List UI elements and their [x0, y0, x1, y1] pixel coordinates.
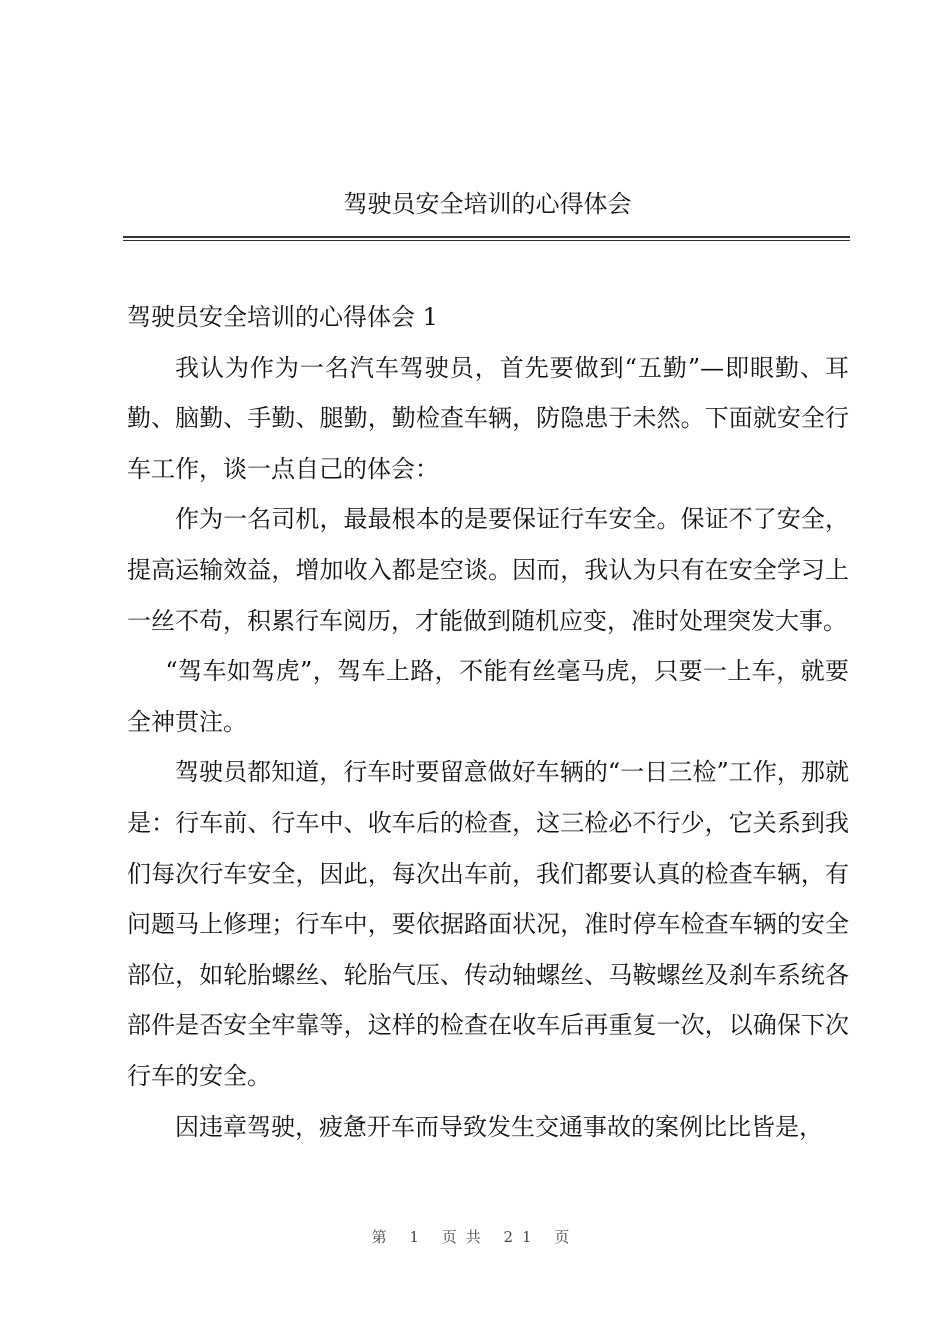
section-heading: 驾驶员安全培训的心得体会 1	[127, 303, 438, 331]
paragraph-4: 驾驶员都知道，行车时要留意做好车辆的“一日三检”工作，那就是：行车前、行车中、收车后的检查，这三检必不行少，它关系到我们每次行车安全，因此，每次出车前，我们都要认真的检查车辆，有问题马上修理；行车中，要依据路面状况，准时停车检查车辆的安全部位，如轮胎螺丝、轮胎气压、传动轴螺丝、马鞍螺丝及刹车系统各部件是否安全牢靠等，这样的检查在收车后再重复一次，以确保下次行车的安全。	[127, 758, 849, 1090]
paragraph-1: 我认为作为一名汽车驾驶员，首先要做到“五勤”—即眼勤、耳勤、脑勤、手勤、腿勤，勤检查车辆，防隐患于未然。下面就安全行车工作，谈一点自己的体会：	[127, 353, 849, 483]
paragraph-2: 作为一名司机，最最根本的是要保证行车安全。保证不了安全，提高运输效益，增加收入都是空谈。因而，我认为只有在安全学习上一丝不苟，积累行车阅历，才能做到随机应变，准时处理突发大事。	[127, 505, 849, 635]
page-footer: 第 1 页共 21 页	[371, 1228, 579, 1246]
document-body	[127, 292, 849, 1152]
paragraph-5: 因违章驾驶，疲惫开车而导致发生交通事故的案例比比皆是，	[175, 1112, 823, 1141]
title-divider	[123, 236, 850, 241]
paragraph-3: “驾车如驾虎”，驾车上路，不能有丝毫马虎，只要一上车，就要全神贯注。	[127, 657, 849, 736]
page-title: 驾驶员安全培训的心得体会	[343, 190, 632, 218]
